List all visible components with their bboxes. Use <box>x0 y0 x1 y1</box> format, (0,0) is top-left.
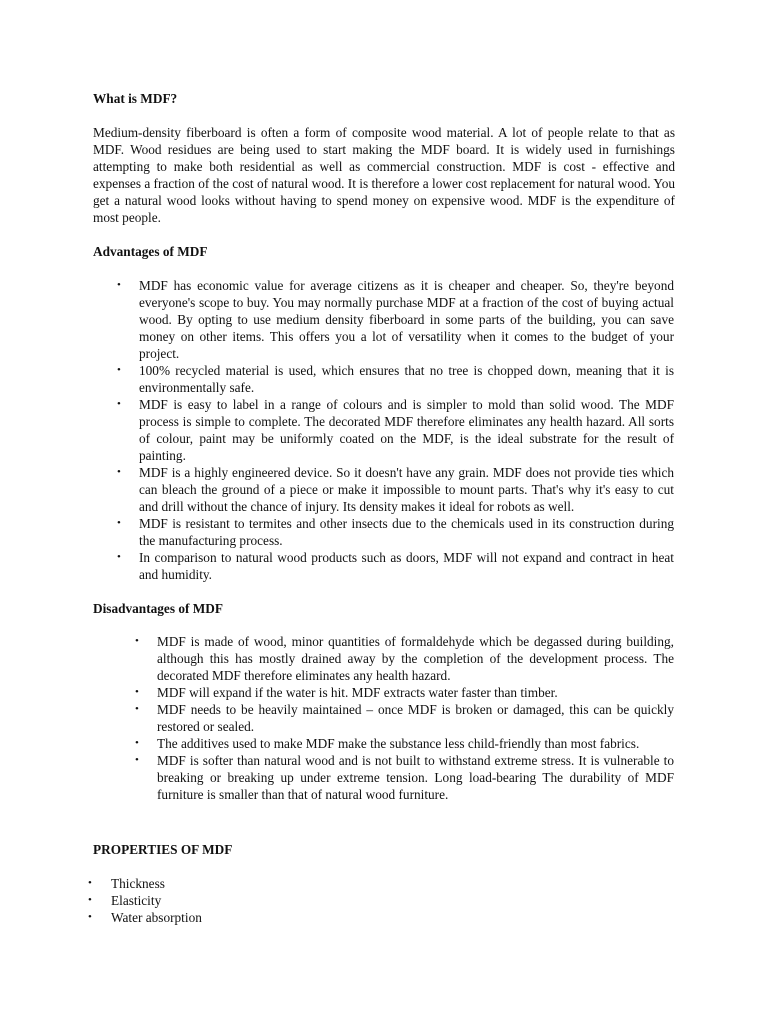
bullet-icon: • <box>135 635 139 647</box>
list-item <box>88 909 411 926</box>
list-item <box>135 701 674 735</box>
bullet-icon: • <box>117 364 121 376</box>
list-item <box>117 362 674 396</box>
list-item-text: Water absorption <box>111 910 202 925</box>
list-item-text: MDF needs to be heavily maintained – once MDF is broken or damaged, this can be quickly restored or sealed. <box>157 702 674 734</box>
list-item <box>88 892 411 909</box>
bullet-icon: • <box>117 551 121 563</box>
list-item-text: 100% recycled material is used, which ensures that no tree is chopped down, meaning that it is environmentally safe. <box>139 363 674 395</box>
disadvantages-list <box>135 633 674 803</box>
list-item <box>135 752 674 803</box>
heading-what-is-mdf: What is MDF? <box>93 91 178 106</box>
bullet-icon: • <box>117 398 121 410</box>
heading-advantages: Advantages of MDF <box>93 244 208 259</box>
list-item <box>117 277 674 362</box>
bullet-icon: • <box>135 703 139 715</box>
bullet-icon: • <box>88 894 92 906</box>
list-item <box>88 875 411 892</box>
heading-properties: PROPERTIES OF MDF <box>93 842 233 857</box>
paragraph-what-is-mdf: Medium-density fiberboard is often a form of composite wood material. A lot of people relate to that as MDF. Wood residues are being used to start making the MDF board. It is widely used in furnishings attempting to make both residential as well as commercial construction. MDF is cost - effective and expenses a fraction of the cost of natural wood. It is therefore a lower cost replacement for natural wood. You get a natural wood looks without having to spend money on expensive wood. MDF is the expenditure of most people. <box>93 125 675 225</box>
bullet-icon: • <box>117 517 121 529</box>
list-item-text: Thickness <box>111 876 165 891</box>
list-item-text: In comparison to natural wood products such as doors, MDF will not expand and contract in heat and humidity. <box>139 550 674 582</box>
properties-list <box>88 875 411 926</box>
list-item <box>117 515 674 549</box>
bullet-icon: • <box>117 466 121 478</box>
list-item-text: The additives used to make MDF make the substance less child-friendly than most fabrics. <box>157 736 640 751</box>
bullet-icon: • <box>117 279 121 291</box>
list-item-text: MDF is softer than natural wood and is not built to withstand extreme stress. It is vulnerable to breaking or breaking up under extreme tension. Long load-bearing The durability of MDF furniture is smaller than that of natural wood furniture. <box>157 753 674 802</box>
bullet-icon: • <box>88 911 92 923</box>
list-item <box>117 549 674 583</box>
advantages-list <box>117 277 674 583</box>
list-item <box>135 633 674 684</box>
list-item <box>117 464 674 515</box>
list-item-text: MDF has economic value for average citizens as it is cheaper and cheaper. So, they're beyond everyone's scope to buy. You may normally purchase MDF at a fraction of the cost of buying actual wood. By opting to use medium density fiberboard in some parts of the building, you can save money on other items. This offers you a lot of versatility when it comes to the budget of your project. <box>139 278 674 361</box>
list-item <box>117 396 674 464</box>
list-item <box>135 684 674 701</box>
heading-disadvantages: Disadvantages of MDF <box>93 601 224 616</box>
list-item-text: MDF is resistant to termites and other insects due to the chemicals used in its construction during the manufacturing process. <box>139 516 674 548</box>
list-item-text: MDF is a highly engineered device. So it doesn't have any grain. MDF does not provide ties which can bleach the ground of a piece or make it impossible to mount parts. That's why it's easy to cut and drill without the chance of injury. Its density makes it ideal for robots as well. <box>139 465 674 514</box>
list-item <box>135 735 674 752</box>
bullet-icon: • <box>135 754 139 766</box>
bullet-icon: • <box>135 737 139 749</box>
list-item-text: MDF will expand if the water is hit. MDF extracts water faster than timber. <box>157 685 558 700</box>
bullet-icon: • <box>135 686 139 698</box>
list-item-text: MDF is easy to label in a range of colours and is simpler to mold than solid wood. The MDF process is simple to complete. The decorated MDF therefore eliminates any health hazard. All sorts of colour, paint may be uniformly coated on the MDF, is the ideal substrate for the result of painting. <box>139 397 674 463</box>
list-item-text: Elasticity <box>111 893 162 908</box>
list-item-text: MDF is made of wood, minor quantities of formaldehyde which be degassed during building, although this has mostly drained away by the completion of the development process. The decorated MDF therefore eliminates any health hazard. <box>157 634 674 683</box>
bullet-icon: • <box>88 877 92 889</box>
